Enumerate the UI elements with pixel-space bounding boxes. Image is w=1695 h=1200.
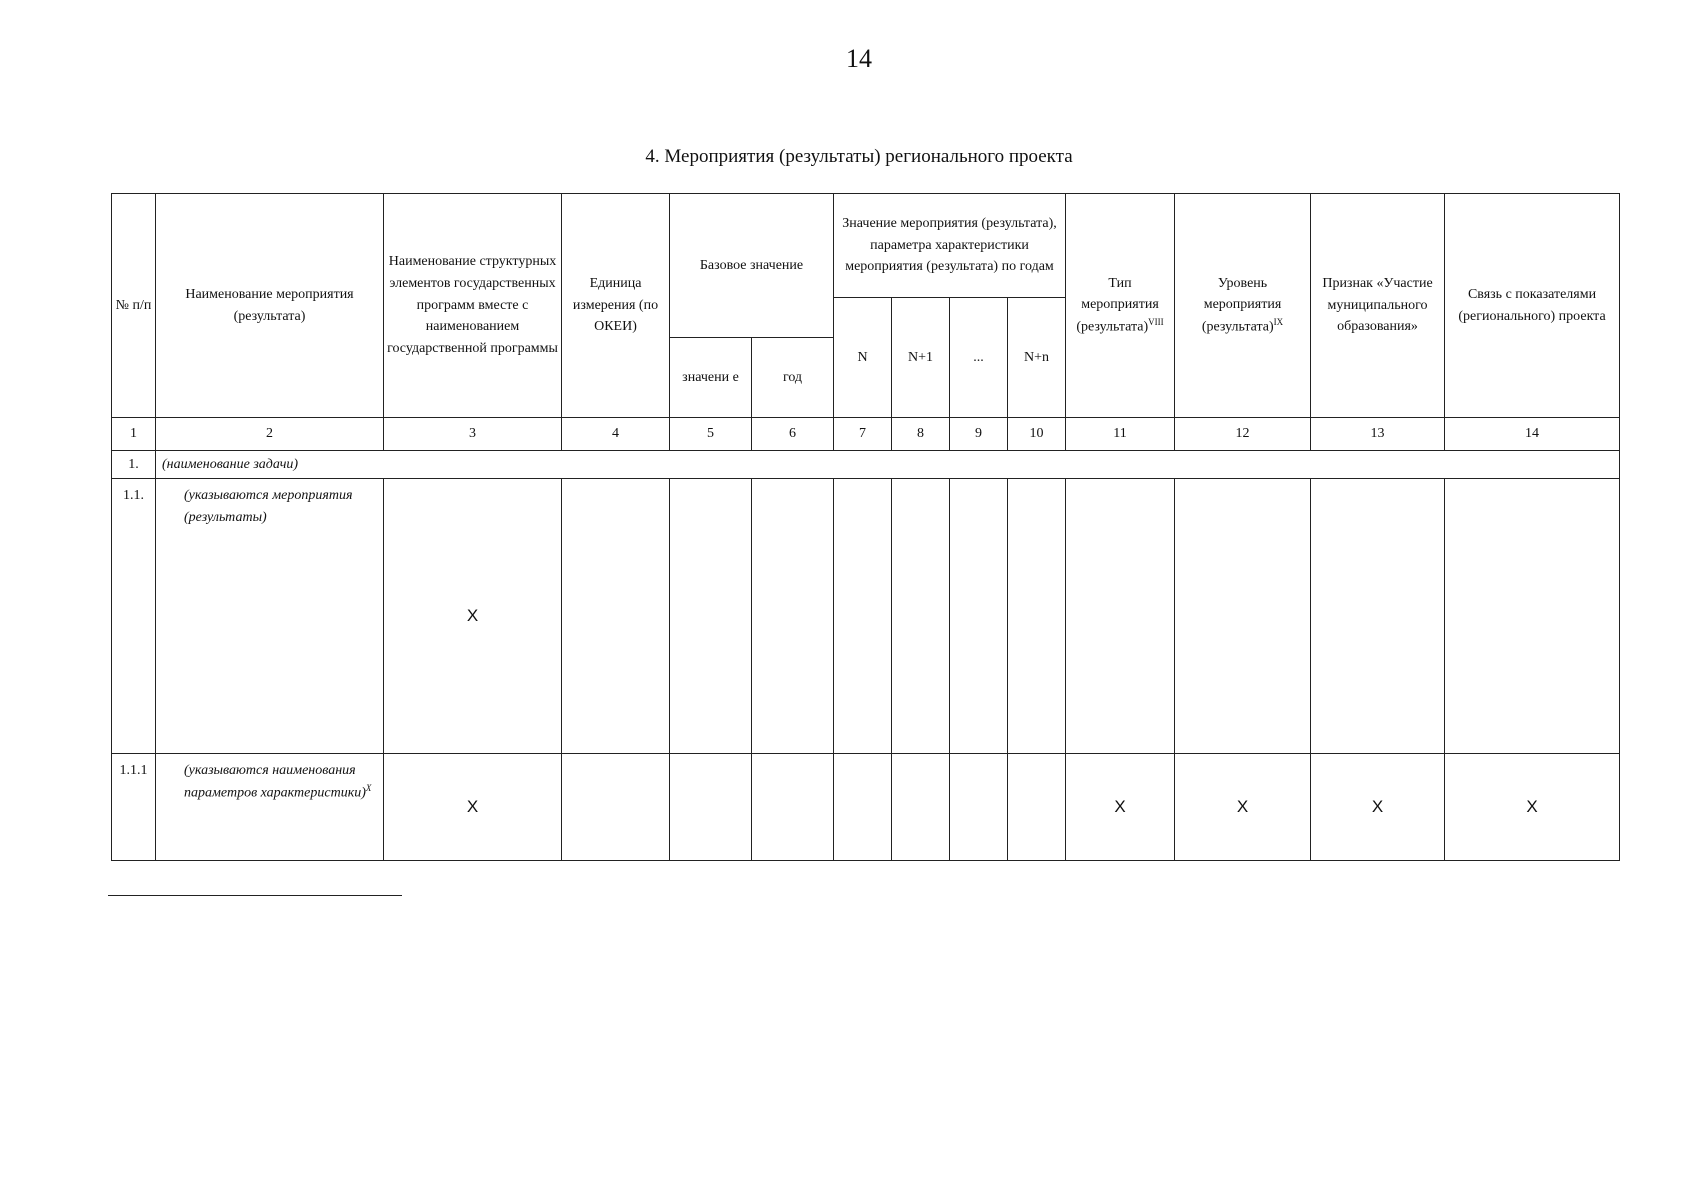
parameter-year-dots-cell <box>950 754 1008 861</box>
column-number: 10 <box>1008 418 1066 451</box>
column-number: 7 <box>834 418 892 451</box>
parameter-level-mark: X <box>1175 754 1311 861</box>
parameter-year-n1-cell <box>892 754 950 861</box>
parameter-structural-element-mark: X <box>384 754 562 861</box>
event-year-dots-cell <box>950 479 1008 754</box>
parameter-year-n-cell <box>834 754 892 861</box>
header-row-number: № п/п <box>112 194 156 418</box>
task-number: 1. <box>112 451 156 479</box>
column-numbers-row <box>112 418 1620 451</box>
parameter-unit-cell <box>562 754 670 861</box>
parameter-year-nn-cell <box>1008 754 1066 861</box>
event-name: (указываются мероприятия (результаты) <box>156 479 384 754</box>
page-number: 14 <box>846 44 872 73</box>
parameter-base-value-cell <box>670 754 752 861</box>
column-number: 12 <box>1175 418 1311 451</box>
header-year-n: N <box>834 298 892 418</box>
event-number: 1.1. <box>112 479 156 754</box>
header-year-nn: N+n <box>1008 298 1066 418</box>
column-number: 3 <box>384 418 562 451</box>
event-base-value-cell <box>670 479 752 754</box>
column-number: 9 <box>950 418 1008 451</box>
header-event-name: Наименование мероприятия (результата) <box>156 194 384 418</box>
footnote-divider <box>108 895 402 896</box>
parameter-name: (указываются наименования параметров характеристики)$^X$ <box>156 754 384 861</box>
header-event-level: Уровень мероприятия (результата)$^{IX}$ <box>1175 194 1311 418</box>
column-number: 5 <box>670 418 752 451</box>
column-number: 4 <box>562 418 670 451</box>
event-municipal-cell <box>1311 479 1445 754</box>
section-title: 4. Мероприятия (результаты) регионального проекта <box>645 146 1073 167</box>
parameter-type-mark: X <box>1066 754 1175 861</box>
header-indicator-link: Связь с показателями (регионального) проекта <box>1445 194 1620 418</box>
parameter-indicator-mark: X <box>1445 754 1620 861</box>
column-number: 11 <box>1066 418 1175 451</box>
parameter-municipal-mark: X <box>1311 754 1445 861</box>
column-number: 2 <box>156 418 384 451</box>
column-number: 14 <box>1445 418 1620 451</box>
task-name: (наименование задачи) <box>156 451 1620 479</box>
column-number: 1 <box>112 418 156 451</box>
event-year-n-cell <box>834 479 892 754</box>
header-base-value-year: год <box>752 338 834 418</box>
event-year-nn-cell <box>1008 479 1066 754</box>
column-number: 13 <box>1311 418 1445 451</box>
event-level-cell <box>1175 479 1311 754</box>
event-year-n1-cell <box>892 479 950 754</box>
header-structural-elements: Наименование структурных элементов государственных программ вместе с наименованием государственной программы <box>384 194 562 418</box>
event-structural-element-mark: X <box>384 479 562 754</box>
event-indicator-cell <box>1445 479 1620 754</box>
header-unit: Единица измерения (по ОКЕИ) <box>562 194 670 418</box>
header-event-type: Тип мероприятия (результата)$^{VIII}$ <box>1066 194 1175 418</box>
header-row-1 <box>112 194 1620 298</box>
header-base-value: Базовое значение <box>670 194 834 338</box>
event-type-cell <box>1066 479 1175 754</box>
header-year-dots: ... <box>950 298 1008 418</box>
task-row <box>112 451 1620 479</box>
event-base-year-cell <box>752 479 834 754</box>
parameter-number: 1.1.1 <box>112 754 156 861</box>
event-unit-cell <box>562 479 670 754</box>
header-year-n1: N+1 <box>892 298 950 418</box>
column-number: 8 <box>892 418 950 451</box>
events-table <box>111 193 1620 861</box>
header-values-by-year: Значение мероприятия (результата), параметра характеристики мероприятия (результата) по годам <box>834 194 1066 298</box>
column-number: 6 <box>752 418 834 451</box>
event-row <box>112 479 1620 754</box>
parameter-row <box>112 754 1620 861</box>
header-municipal-participation: Признак «Участие муниципального образования» <box>1311 194 1445 418</box>
header-base-value-value: значени е <box>670 338 752 418</box>
parameter-base-year-cell <box>752 754 834 861</box>
